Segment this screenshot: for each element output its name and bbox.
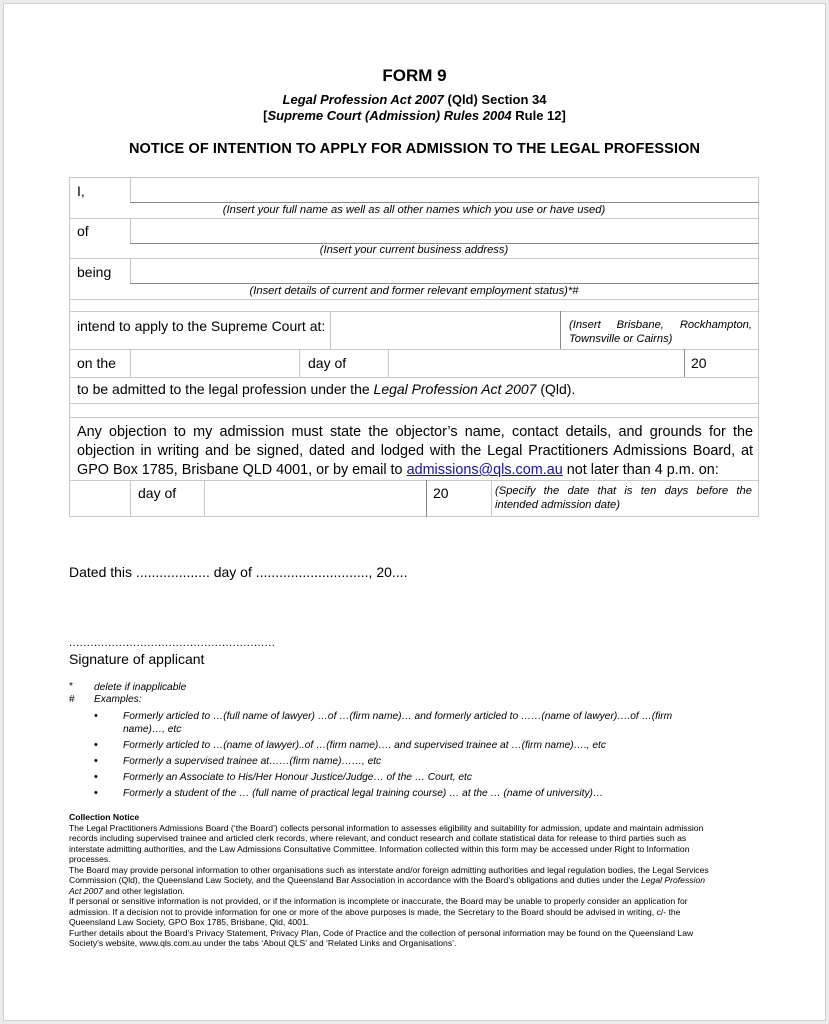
act-reference (0, 92, 829, 124)
deadline-day-field[interactable] (70, 481, 130, 516)
list-item: • Formerly articled to …(name of lawyer)..of …(firm name)…. and supervised trainee at …(firm name)…., etc (94, 739, 606, 751)
bullet-icon: • (94, 739, 98, 751)
bullet-icon: • (94, 771, 98, 783)
asterisk-note: delete if inapplicable (94, 682, 187, 693)
employment-status-field[interactable] (131, 259, 758, 283)
rules-open: [ (263, 108, 268, 123)
list-item: • Formerly articled to …(full name of lawyer) …of …(firm name)… and formerly articled to ……(name of lawyer)….of …(firm name)…, etc (94, 710, 673, 735)
dated-line: Dated this ................... day of ............................., 20.... (69, 564, 408, 580)
hash-symbol: # (69, 694, 75, 705)
bullet-icon: • (94, 755, 98, 767)
objection-paragraph: Any objection to my admission must state the objector’s name, contact details, and grounds for the objection in writing and be signed, dated and lodged with the Legal Practitioners Admissions Board, at GPO Box 1785, Brisbane QLD 4001, or by email to admissions@qls.com.au not later than 4 p.m. on: (77, 424, 753, 478)
signature-label: Signature of applicant (69, 651, 205, 667)
form-title: FORM 9 (382, 66, 447, 85)
collection-notice-p3: If personal or sensitive information is not provided, or if the information is incomplete or inaccurate, the Board may be unable to properly consider an application for admission. If a decision not to provide information for one or more of the above purposes is made, the Secretary to the Board should be advised in writing, c/- the Queensland Law Society, GPO Box 1785, Brisbane, Qld, 4001. (69, 896, 688, 927)
on-the-label: on the (77, 355, 116, 371)
deadline-year-field[interactable] (451, 481, 491, 516)
rules-title: Supreme Court (Admission) Rules 2004 (267, 108, 512, 123)
admission-month-field[interactable] (389, 350, 684, 377)
admission-year-field[interactable] (709, 350, 757, 377)
bullet-icon: • (94, 710, 98, 722)
of-label: of (77, 223, 89, 239)
admission-statement: to be admitted to the legal profession under the Legal Profession Act 2007 (Qld). (77, 381, 576, 397)
collection-notice-p1: The Legal Practitioners Admissions Board (‘the Board’) collects personal information to assesses eligibility and suitability for admission, update and maintain admission records including supervised trainee and articled clerk records, where relevant, and conduct research and collate statistical data for release to third parties such as interstate admitting authorities, and the Law Admissions Consultative Committee. Information collected within this form may be accessed under Right to Information processes. (69, 822, 704, 864)
being-label: being (77, 264, 112, 280)
notice-heading: NOTICE OF INTENTION TO APPLY FOR ADMISSION TO THE LEGAL PROFESSION (128, 141, 701, 157)
full-name-field[interactable] (131, 178, 758, 202)
court-location-field[interactable] (331, 312, 560, 348)
year-prefix: 20 (691, 355, 707, 371)
act-title: Legal Profession Act 2007 (282, 92, 444, 107)
bullet-icon: • (94, 787, 98, 799)
collection-notice (69, 812, 709, 949)
name-label: I, (77, 183, 85, 199)
notice-form (69, 177, 759, 517)
admissions-email-link[interactable]: admissions@qls.com.au (406, 462, 563, 478)
admission-day-field[interactable] (131, 350, 299, 377)
examples-list (94, 710, 714, 803)
collection-notice-p2: The Board may provide personal information to other organisations such as interstate and/or foreign admitting authorities and legal regulation bodies, the Legal Services Commission (Qld), the Queensland Law Society, and the Queensland Bar Association in accordance with the Board’s obligations and duties under the Legal Profession Act 2007 and other legislation. (69, 864, 709, 896)
court-hint: (Insert Brisbane, Rockhampton, Townsville or Cairns) (569, 319, 752, 345)
list-item: • Formerly a supervised trainee at……(firm name)……, etc (94, 755, 382, 767)
collection-notice-title: Collection Notice (69, 812, 140, 822)
act-section: (Qld) Section 34 (443, 92, 547, 107)
signature-line: .......................................................... (69, 637, 276, 649)
list-item: • Formerly an Associate to His/Her Honour Justice/Judge… of the … Court, etc (94, 771, 472, 783)
deadline-month-field[interactable] (205, 481, 426, 516)
deadline-day-of-label: day of (138, 485, 177, 501)
address-hint: (Insert your current business address) (319, 244, 509, 256)
day-of-label: day of (308, 355, 347, 371)
business-address-field[interactable] (131, 219, 758, 243)
hash-note: Examples: (94, 694, 142, 705)
asterisk-symbol: * (69, 681, 73, 692)
court-label: intend to apply to the Supreme Court at: (77, 318, 326, 334)
deadline-year-prefix: 20 (433, 485, 449, 501)
deadline-hint: (Specify the date that is ten days before the intended admission date) (495, 485, 752, 511)
collection-notice-p4: Further details about the Board’s Privacy Statement, Privacy Plan, Code of Practice and the collection of personal information may be found on the Queensland Law Society’s website, www.qls.com.au under the tabs ‘About QLS’ and ‘Related Links and Organisations’. (69, 927, 694, 948)
rules-section: Rule 12] (511, 108, 566, 123)
list-item: • Formerly a student of the … (full name of practical legal training course) … at the … (name of university)… (94, 787, 604, 799)
employment-hint: (Insert details of current and former relevant employment status)*# (249, 285, 579, 297)
name-hint: (Insert your full name as well as all other names which you use or have used) (222, 204, 606, 216)
